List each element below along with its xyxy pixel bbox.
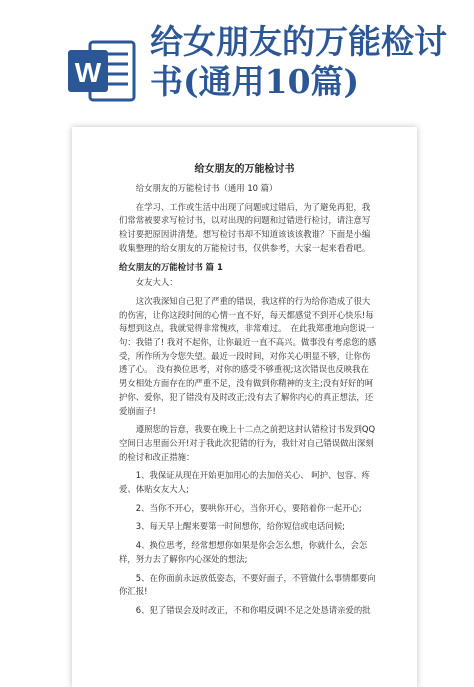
- paragraph: 给女朋友的万能检讨书（通用 10 篇）: [135, 183, 278, 193]
- paragraph: 女友大人：: [135, 277, 178, 288]
- paragraph: 遵照您的旨意，我要在晚上十二点之前把这封认错检讨书发到QQ空间日志里面公开!对于我此次犯错的行为，我针对自己错误做出深刻的检讨和改正措施：: [119, 424, 376, 462]
- word-logo-letter: W: [74, 57, 102, 88]
- banner: [0, 0, 474, 130]
- paragraph: 在学习、工作或生活中出现了问题或过错后，为了避免再犯，我们常常被要求写检讨书，以对出现的问题和过错进行检讨，请注意写检讨要把原因讲清楚。想写检讨书却不知道该该该教谁？下面是小编收集整理的给女朋友的万能检讨书，仅供参考，大家一起来看看吧。: [119, 201, 371, 253]
- paragraph: 1、我保证从现在开始更加用心的去加倍关心、 呵护、包容、疼爱、体贴女友大人;: [119, 470, 370, 495]
- paragraph: 2、当你不开心，要哄你开心，当你开心，要陪着你一起开心;: [135, 502, 362, 513]
- document-title: 给女朋友的万能检讨书: [194, 164, 295, 175]
- paragraph: 6、犯了错误会及时改正，不和你唱反调!不足之处恳请亲爱的批: [135, 604, 371, 615]
- paragraph: 这次我深知自己犯了严重的错误，我这样的行为给你造成了很大的伤害，让你这段时间的心情一直不好，每天都感觉不到开心快乐!每每想到这点，我就觉得非常愧疚，非常难过。 在此我郑重地向您说一句：我错了! 我对不起你，让你最近一直不高兴。做事没有考虑您的感受，所作所为令您失望。最近一段时间，对你关心明显不够，让你伤透了心。 没有换位思考，对你的感受不够重视;这次错误也反映我在男女相处方面存在的严重不足，没有做到你精神的支主;没有好好的呵护你、爱你，犯了错没有及时改正;没有去了解你内心的真正想法，还爱崩面子!: [119, 295, 377, 416]
- section-heading: 给女朋友的万能检讨书 篇 1: [119, 261, 223, 272]
- paragraph: 3、每天早上醒来要第一时间想你，给你短信或电话问候;: [135, 521, 345, 532]
- paragraph: 5、在你面前永远放低姿态，不要好面子，不管做什么事情都要向你汇报!: [119, 572, 376, 597]
- document-page: [72, 127, 417, 687]
- word-doc-icon: [68, 40, 136, 102]
- document-body: [119, 182, 377, 623]
- paragraph: 4、换位思考，经常想想你如果是你会怎么想，你就什么，会怎样，努力去了解你内心深处的想法;: [119, 540, 368, 564]
- banner-title: 给女朋友的万能检讨书(通用10篇): [150, 22, 447, 101]
